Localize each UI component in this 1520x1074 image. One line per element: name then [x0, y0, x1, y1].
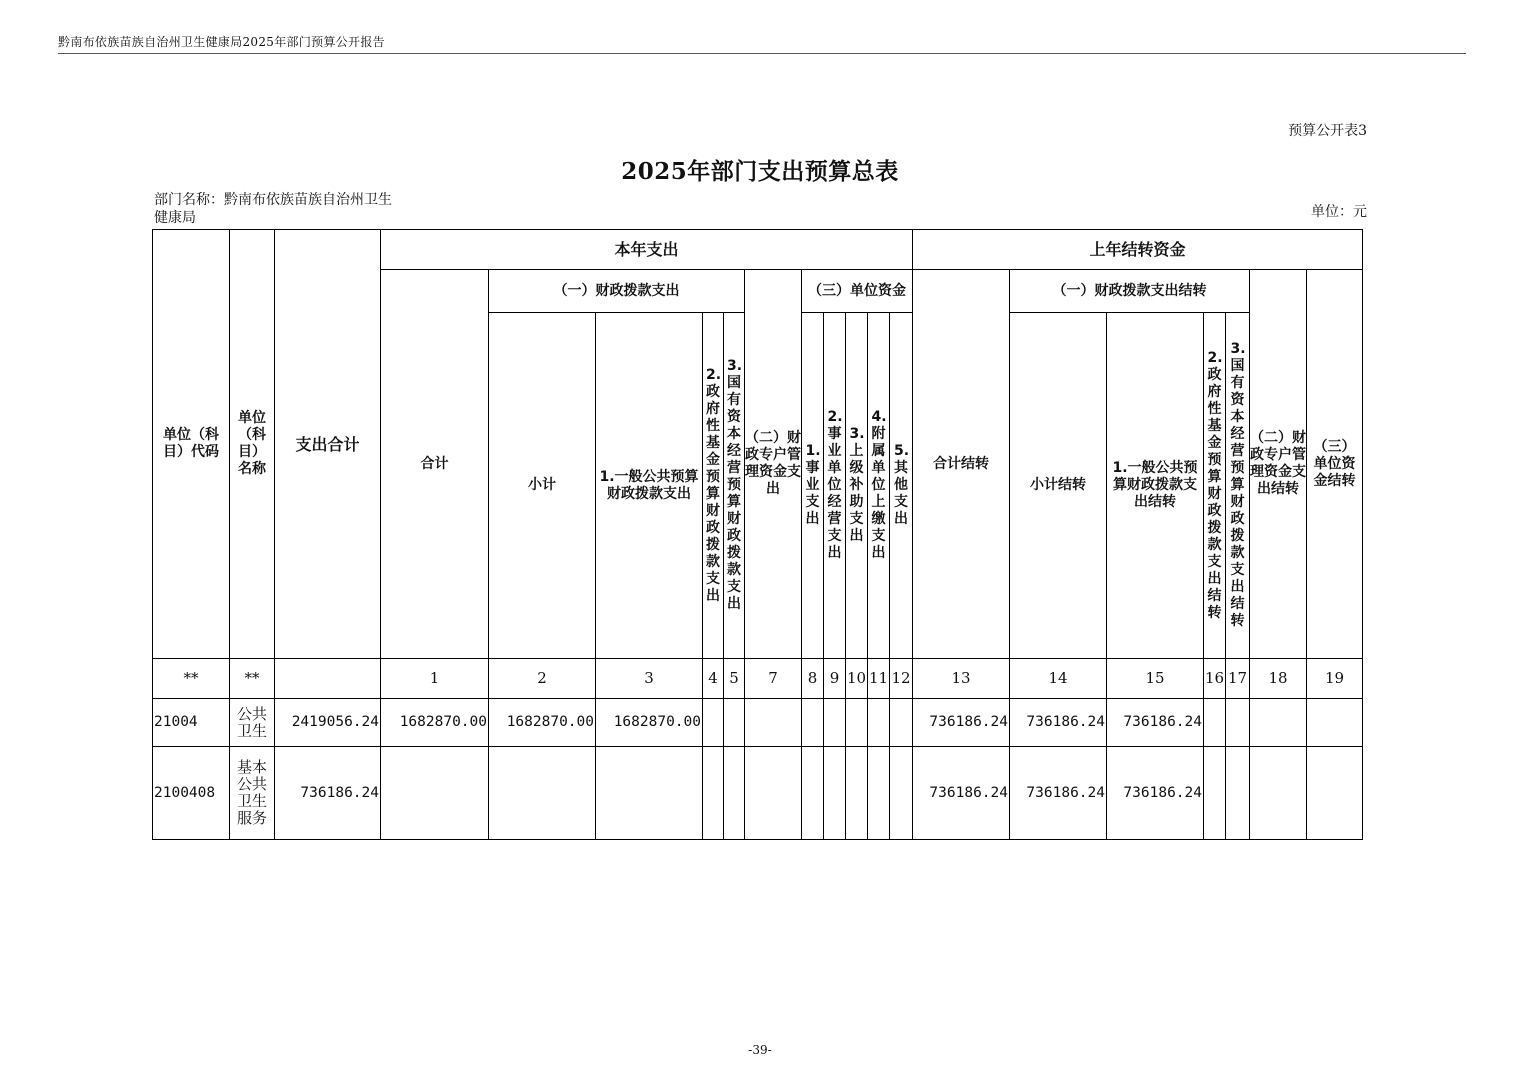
cell-co-total: 736186.24: [913, 699, 1010, 747]
index-cell: 5: [724, 659, 745, 699]
cell-cy-unit-affiliated: [868, 699, 890, 747]
col-code-header: 单位（科目）代码: [153, 230, 230, 659]
cell-cy-fiscal-state-capital: [724, 699, 745, 747]
header-divider: [58, 53, 1466, 54]
index-cell: 14: [1010, 659, 1107, 699]
page-title: 2025年部门支出预算总表: [621, 158, 899, 185]
co-total-header: 合计结转: [913, 270, 1010, 659]
cell-cy-fiscal-general: [596, 747, 703, 840]
cell-cy-fiscal-gov-fund: [703, 699, 724, 747]
index-cell: 1: [381, 659, 489, 699]
cell-cy-unit-other: [890, 747, 913, 840]
col-name-header-text: 单位（科目）名称: [237, 410, 266, 477]
col-total-header: 支出合计: [275, 230, 381, 659]
cell-co-unit: [1307, 747, 1363, 840]
cell-cy-fiscal-gov-fund: [703, 747, 724, 840]
co-fiscal-subtotal-header: 小计结转: [1010, 313, 1107, 659]
index-cell: 15: [1107, 659, 1204, 699]
table-number: 预算公开表3: [1288, 123, 1367, 139]
cell-co-fiscal-gov-fund: [1204, 699, 1226, 747]
cell-cy-total: 1682870.00: [381, 699, 489, 747]
cy-special-header: （二）财政专户管理资金支出: [745, 270, 802, 659]
cell-co-fiscal-general: 736186.24: [1107, 699, 1204, 747]
cell-co-fiscal-subtotal: 736186.24: [1010, 699, 1107, 747]
cell-cy-fiscal-subtotal: 1682870.00: [489, 699, 596, 747]
cell-total: 2419056.24: [275, 699, 381, 747]
cell-cy-fiscal-subtotal: [489, 747, 596, 840]
cell-co-unit: [1307, 699, 1363, 747]
cell-cy-unit-subsidy: [846, 747, 868, 840]
cell-cy-unit-operating: [824, 747, 846, 840]
col-name-header: [230, 230, 275, 659]
cy-fiscal-state-capital-header: [724, 313, 745, 659]
cy-unit-other-text: 5.其他支出: [894, 443, 910, 527]
co-special-header: （二）财政专户管理资金支出结转: [1250, 270, 1307, 659]
index-cell: 11: [868, 659, 890, 699]
cy-unit-operating-text: 2.事业单位经营支出: [827, 409, 843, 561]
cell-co-fiscal-general: 736186.24: [1107, 747, 1204, 840]
cell-cy-unit-affiliated: [868, 747, 890, 840]
cy-unit-operating-header: [824, 313, 846, 659]
cy-unit-affiliated-header: [868, 313, 890, 659]
co-fiscal-state-capital-header: [1226, 313, 1250, 659]
table-row: [153, 699, 1363, 747]
index-cell: [275, 659, 381, 699]
index-cell: 13: [913, 659, 1010, 699]
cell-cy-unit-other: [890, 699, 913, 747]
cy-total-header: 合计: [381, 270, 489, 659]
co-fiscal-header: （一）财政拨款支出结转: [1010, 270, 1250, 313]
row-code: 21004: [153, 699, 230, 747]
index-cell: 17: [1226, 659, 1250, 699]
cy-unit-subsidy-header: [846, 313, 868, 659]
index-cell: 2: [489, 659, 596, 699]
co-fiscal-gov-fund-text: 2.政府性基金预算财政拨款支出结转: [1207, 349, 1223, 621]
cell-co-fiscal-state-capital: [1226, 699, 1250, 747]
index-cell: 9: [824, 659, 846, 699]
cell-cy-unit-subsidy: [846, 699, 868, 747]
cy-unit-affiliated-text: 4.附属单位上缴支出: [871, 409, 887, 561]
cell-cy-special: [745, 747, 802, 840]
row-code: 2100408: [153, 747, 230, 840]
index-cell: 19: [1307, 659, 1363, 699]
cy-fiscal-state-capital-text: 3.国有资本经营预算财政拨款支出: [727, 358, 743, 612]
cell-co-total: 736186.24: [913, 747, 1010, 840]
cell-cy-fiscal-general: 1682870.00: [596, 699, 703, 747]
row-name-text: 基本公共卫生服务: [236, 758, 267, 827]
co-unit-header: （三）单位资金结转: [1307, 270, 1363, 659]
carryover-header: 上年结转资金: [913, 230, 1363, 270]
index-cell: 18: [1250, 659, 1307, 699]
co-fiscal-gov-fund-header: [1204, 313, 1226, 659]
currency-unit: 单位：元: [1311, 204, 1367, 220]
cy-unit-other-header: [890, 313, 913, 659]
index-cell: 4: [703, 659, 724, 699]
cy-fiscal-general-header: 1.一般公共预算财政拨款支出: [596, 313, 703, 659]
budget-table: [152, 229, 1363, 840]
index-cell: **: [230, 659, 275, 699]
cell-cy-total: [381, 747, 489, 840]
index-row: [153, 659, 1363, 699]
cell-cy-unit-business: [802, 699, 824, 747]
cy-fiscal-gov-fund-header: [703, 313, 724, 659]
cell-cy-fiscal-state-capital: [724, 747, 745, 840]
cell-total: 736186.24: [275, 747, 381, 840]
index-cell: 16: [1204, 659, 1226, 699]
cy-unit-header: （三）单位资金: [802, 270, 913, 313]
running-header: 黔南布依族苗族自治州卫生健康局2025年部门预算公开报告: [58, 35, 385, 49]
cell-cy-special: [745, 699, 802, 747]
cell-cy-unit-business: [802, 747, 824, 840]
table-row: [153, 747, 1363, 840]
co-fiscal-general-header: 1.一般公共预算财政拨款支出结转: [1107, 313, 1204, 659]
index-cell: 7: [745, 659, 802, 699]
department-name: 部门名称：黔南布依族苗族自治州卫生健康局: [154, 192, 392, 226]
current-year-header: 本年支出: [381, 230, 913, 270]
cell-cy-unit-operating: [824, 699, 846, 747]
cell-co-special: [1250, 747, 1307, 840]
row-name: [230, 747, 275, 840]
index-cell: 12: [890, 659, 913, 699]
index-cell: 3: [596, 659, 703, 699]
budget-table-container: [152, 229, 1363, 840]
cy-unit-business-text: 1.事业支出: [805, 443, 821, 527]
cell-co-special: [1250, 699, 1307, 747]
cell-co-fiscal-subtotal: 736186.24: [1010, 747, 1107, 840]
page-number: -39-: [748, 1043, 772, 1057]
index-cell: 8: [802, 659, 824, 699]
index-cell: 10: [846, 659, 868, 699]
co-fiscal-state-capital-text: 3.国有资本经营预算财政拨款支出结转: [1230, 341, 1246, 629]
index-cell: **: [153, 659, 230, 699]
cy-fiscal-gov-fund-text: 2.政府性基金预算财政拨款支出: [706, 366, 722, 604]
cy-fiscal-header: （一）财政拨款支出: [489, 270, 745, 313]
row-name-text: 公共卫生: [236, 704, 267, 740]
cy-unit-subsidy-text: 3.上级补助支出: [849, 426, 865, 544]
cell-co-fiscal-state-capital: [1226, 747, 1250, 840]
cell-co-fiscal-gov-fund: [1204, 747, 1226, 840]
cy-unit-business-header: [802, 313, 824, 659]
row-name: [230, 699, 275, 747]
cy-fiscal-subtotal-header: 小计: [489, 313, 596, 659]
